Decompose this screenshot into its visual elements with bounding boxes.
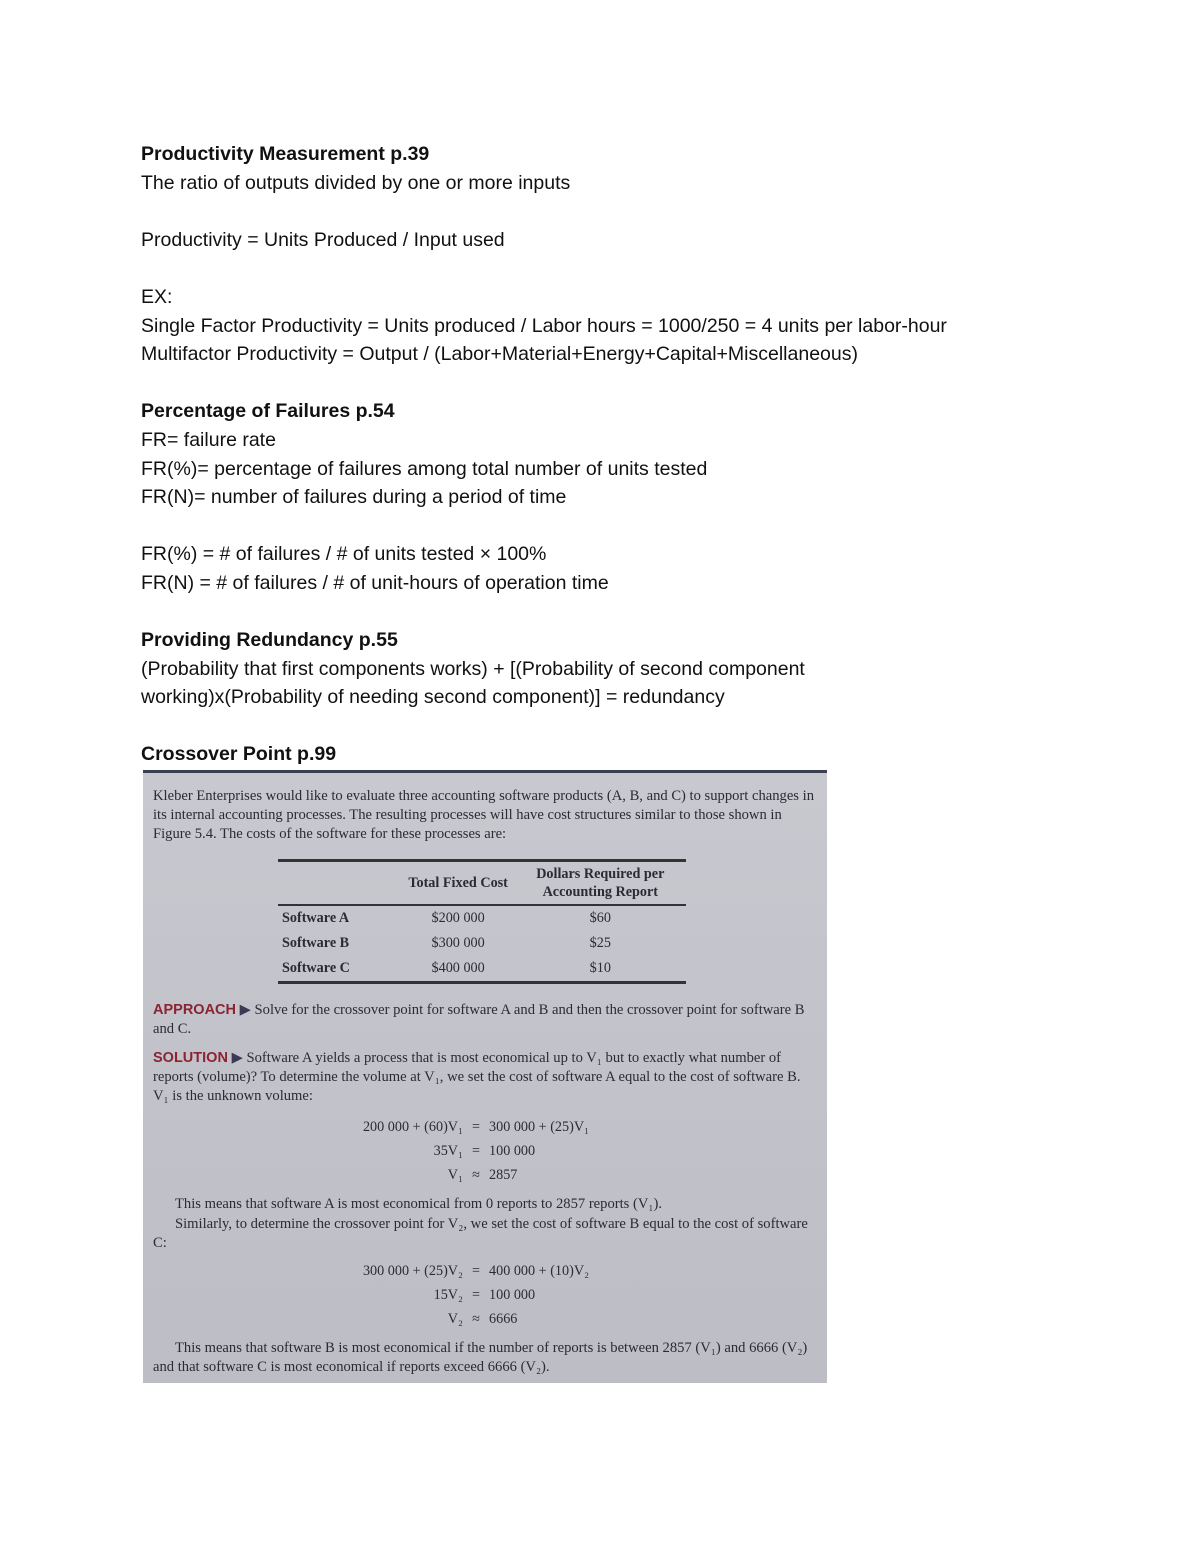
equation-operator: = <box>471 1143 480 1159</box>
equation-rhs: 6666 <box>489 1311 518 1327</box>
equation-lhs: V₁ <box>447 1167 463 1183</box>
cost-per-report: $60 <box>589 910 611 926</box>
solution-label: SOLUTION <box>153 1050 228 1066</box>
crossover-heading: Crossover Point p.99 <box>141 743 337 766</box>
approach-paragraph <box>153 1001 817 1039</box>
table-row <box>278 905 686 931</box>
fixed-cost: $200 000 <box>431 910 485 926</box>
cost-per-report: $10 <box>589 960 611 976</box>
equation-lhs: 300 000 + (25)V₂ <box>362 1263 463 1279</box>
failure-percent-definition: FR(%)= percentage of failures among total number of units tested <box>141 457 708 480</box>
solution-paragraph <box>153 1049 817 1106</box>
equation-row <box>323 1139 649 1163</box>
result-paragraph-v1: This means that software A is most economical from 0 reports to 2857 reports (V₁). <box>175 1196 662 1212</box>
equation-lhs: V₂ <box>447 1311 463 1327</box>
equation-operator: = <box>471 1287 480 1303</box>
textbook-excerpt-image <box>143 770 827 1383</box>
table-row <box>278 931 686 956</box>
approach-text: Solve for the crossover point for software A and B and then the crossover point for software B and C. <box>153 1002 805 1037</box>
equation-block-v1 <box>323 1115 649 1187</box>
single-factor-productivity: Single Factor Productivity = Units produced / Labor hours = 1000/250 = 4 units per labor-hour <box>141 314 947 337</box>
solution-text: Software A yields a process that is most economical up to V₁ but to exactly what number of reports (volume)? To determine the volume at V₁, we set the cost of software A equal to the cost of software B. V₁ is the unknown volume: <box>153 1050 801 1104</box>
equation-operator: ≈ <box>472 1167 480 1183</box>
failure-number-formula: FR(N) = # of failures / # of unit-hours of operation time <box>141 571 609 594</box>
similarly-paragraph: Similarly, to determine the crossover point for V₂, we set the cost of software B equal to the cost of software C: <box>153 1216 808 1251</box>
table-header-row <box>278 861 686 906</box>
example-label: EX: <box>141 285 173 308</box>
equation-row <box>323 1283 649 1307</box>
productivity-heading: Productivity Measurement p.39 <box>141 143 430 165</box>
software-name: Software C <box>282 960 350 976</box>
failure-rate-definition: FR= failure rate <box>141 428 276 451</box>
equation-lhs: 15V₂ <box>433 1287 463 1303</box>
crossover-intro: Kleber Enterprises would like to evaluate three accounting software products (A, B, and C) to support changes in its internal accounting processes. The resulting processes will have cost structures similar to those shown in Figure 5.4. The costs of the software for these processes are: <box>153 788 814 842</box>
redundancy-formula: (Probability that first components works) + [(Probability of second component working)x(Probability of needing second component)] = redundancy <box>141 657 805 709</box>
equation-lhs: 35V₁ <box>433 1143 463 1159</box>
cost-per-report: $25 <box>589 935 611 951</box>
table-header-per-report: Dollars Required per Accounting Report <box>536 866 665 900</box>
equation-row <box>323 1115 649 1139</box>
multifactor-productivity: Multifactor Productivity = Output / (Labor+Material+Energy+Capital+Miscellaneous) <box>141 343 858 366</box>
fixed-cost: $400 000 <box>431 960 485 976</box>
failure-percent-formula: FR(%) = # of failures / # of units tested × 100% <box>141 543 547 566</box>
equation-rhs: 100 000 <box>489 1287 536 1303</box>
equation-operator: = <box>471 1119 480 1135</box>
equation-rhs: 300 000 + (25)V₁ <box>489 1119 590 1135</box>
equation-operator: ≈ <box>472 1311 480 1327</box>
software-cost-table <box>278 859 686 984</box>
software-name: Software A <box>282 910 350 926</box>
equation-row <box>323 1163 649 1187</box>
equation-row <box>323 1307 649 1331</box>
table-row <box>278 956 686 983</box>
software-name: Software B <box>282 935 350 951</box>
equation-lhs: 200 000 + (60)V₁ <box>362 1119 463 1135</box>
approach-label: APPROACH <box>153 1002 236 1018</box>
productivity-definition: The ratio of outputs divided by one or more inputs <box>141 171 571 194</box>
fixed-cost: $300 000 <box>431 935 485 951</box>
failures-heading: Percentage of Failures p.54 <box>141 400 395 423</box>
equation-block-v2 <box>323 1259 649 1331</box>
productivity-formula: Productivity = Units Produced / Input used <box>141 228 505 251</box>
result-paragraph-v2: This means that software B is most economical if the number of reports is between 2857 (V₁) and 6666 (V₂) and that software C is most economical if reports exceed 6666 (V₂). <box>153 1340 808 1375</box>
redundancy-heading: Providing Redundancy p.55 <box>141 629 398 652</box>
equation-rhs: 2857 <box>489 1167 518 1183</box>
approach-arrow-icon: ▶ <box>239 1002 251 1018</box>
failure-number-definition: FR(N)= number of failures during a period of time <box>141 486 567 509</box>
solution-arrow-icon: ▶ <box>231 1050 243 1066</box>
equation-operator: = <box>471 1263 480 1279</box>
equation-row <box>323 1259 649 1283</box>
table-header-blank <box>278 861 402 906</box>
document-body <box>141 140 1101 769</box>
equation-rhs: 100 000 <box>489 1143 536 1159</box>
equation-rhs: 400 000 + (10)V₂ <box>489 1263 590 1279</box>
table-header-fixed-cost: Total Fixed Cost <box>408 875 508 891</box>
